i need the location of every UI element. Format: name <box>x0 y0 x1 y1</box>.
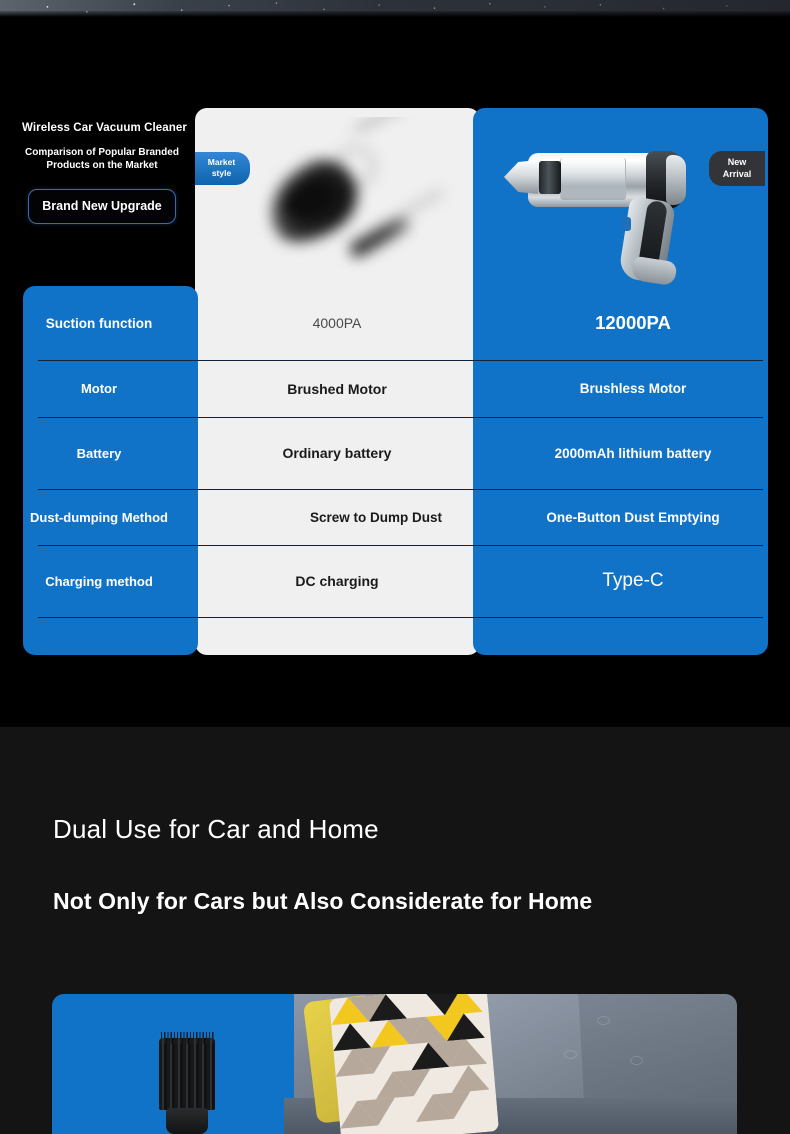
table-row <box>0 489 790 545</box>
home-use-photo <box>52 994 737 1134</box>
feature-label: Battery <box>76 445 122 461</box>
brush-attachment-image <box>156 1038 218 1134</box>
feature-label: Dust-dumping Method <box>30 509 168 525</box>
new-arrival-product-image <box>498 147 728 282</box>
geometric-pillow <box>329 994 499 1134</box>
table-row <box>0 417 790 489</box>
table-row <box>0 360 790 417</box>
new-value: 2000mAh lithium battery <box>554 445 712 461</box>
top-texture-strip <box>0 0 790 17</box>
dual-use-section <box>0 727 790 1134</box>
feature-label: Motor <box>80 381 118 396</box>
page-title: Wireless Car Vacuum Cleaner <box>22 122 187 134</box>
dual-use-heading: Dual Use for Car and Home <box>53 814 379 844</box>
intro-block <box>22 122 187 224</box>
market-value: Brushed Motor <box>287 380 387 397</box>
page-subtitle: Comparison of Popular Branded Products on the Market <box>25 147 179 171</box>
feature-label <box>0 617 198 655</box>
table-row <box>0 545 790 617</box>
new-value: 12000PA <box>595 312 671 333</box>
comparison-table <box>0 286 790 655</box>
badge-market-style: Market style <box>195 152 250 185</box>
table-row <box>0 286 790 360</box>
market-value <box>198 617 476 655</box>
new-value <box>476 617 790 655</box>
table-row <box>0 617 790 655</box>
market-value: Screw to Dump Dust <box>310 509 443 525</box>
dual-use-subheading: Not Only for Cars but Also Considerate for Home <box>53 888 593 914</box>
comparison-section <box>0 17 790 727</box>
badge-new-arrival: New Arrival <box>709 151 765 186</box>
market-value: DC charging <box>295 573 379 589</box>
new-value: One-Button Dust Emptying <box>546 509 720 525</box>
new-value: Type-C <box>602 570 664 591</box>
new-value: Brushless Motor <box>579 381 687 396</box>
market-value: Ordinary battery <box>282 445 392 461</box>
feature-label: Charging method <box>45 573 153 589</box>
market-value: 4000PA <box>312 315 362 331</box>
feature-label: Suction function <box>45 315 153 331</box>
market-style-product-image <box>195 117 480 307</box>
brand-new-upgrade-button[interactable]: Brand New Upgrade <box>28 189 175 224</box>
